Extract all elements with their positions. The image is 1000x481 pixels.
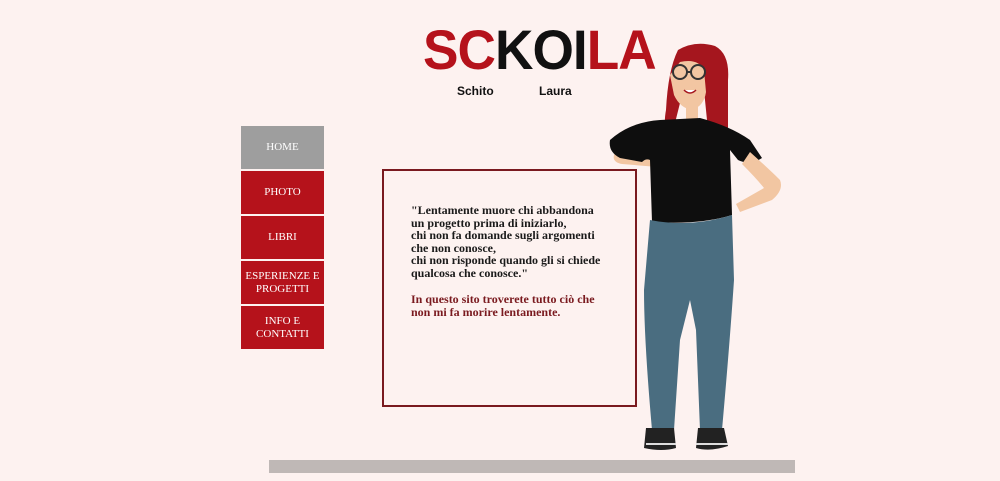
last-name: Laura: [539, 84, 572, 98]
jeans: [644, 215, 734, 430]
quote-text: "Lentamente muore chi abbandona un progetto prima di iniziarlo, chi non fa domande sugli argomenti che non conosce, chi non risponde quando gli si chiede qualcosa che conosce.": [411, 203, 601, 280]
shoe-left: [644, 428, 676, 450]
logo-koi: KOI: [495, 18, 587, 81]
footer-bar: [269, 460, 795, 473]
nav-item-libri[interactable]: LIBRI: [241, 216, 324, 259]
nav-item-photo[interactable]: PHOTO: [241, 171, 324, 214]
logo-sc: SC: [423, 18, 496, 81]
shoe-right: [696, 428, 728, 450]
nav-item-home[interactable]: HOME: [241, 126, 324, 169]
first-name: Schito: [457, 84, 494, 98]
nav-item-esperienze-progetti[interactable]: ESPERIENZE E PROGETTI: [241, 261, 324, 304]
quote-box: [382, 169, 637, 407]
logo-la: LA: [586, 18, 656, 81]
avatar-illustration: [600, 40, 800, 460]
intro-text: In questo sito troverete tutto ciò che non mi fa morire lentamente.: [411, 292, 595, 319]
main-nav: [241, 126, 324, 351]
nav-item-info-contatti[interactable]: INFO E CONTATTI: [241, 306, 324, 349]
